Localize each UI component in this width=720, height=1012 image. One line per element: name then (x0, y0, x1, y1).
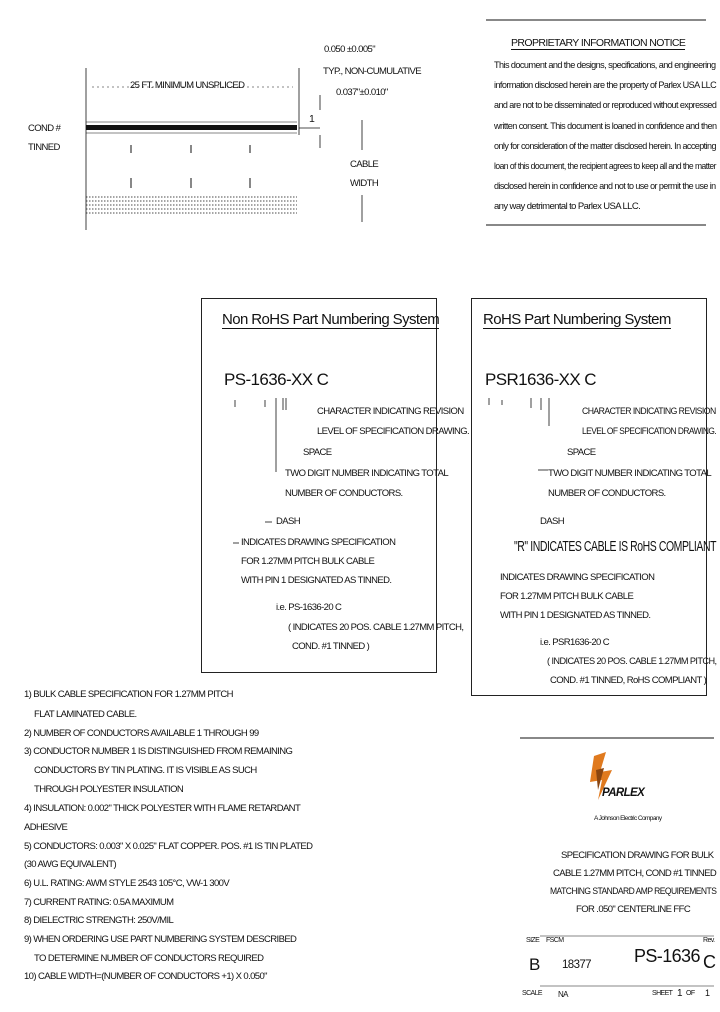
notice-line: and are not to be disseminated or reproduced without expressed (494, 100, 717, 111)
sheet-of: OF (686, 990, 695, 997)
rohs-rev-note: LEVEL OF SPECIFICATION DRAWING. (582, 426, 717, 437)
non-rohs-rev-note: CHARACTER INDICATING REVISION (317, 406, 464, 417)
title-line: SPECIFICATION DRAWING FOR BULK (561, 850, 714, 861)
notice-line: disclosed herein in confidence and not to use or permit the use in (494, 181, 716, 192)
notice-line: any way detrimental to Parlex USA LLC. (494, 201, 641, 212)
rohs-indicates: FOR 1.27MM PITCH BULK CABLE (500, 591, 634, 602)
pitch-note: TYP., NON-CUMULATIVE (323, 66, 421, 77)
non-rohs-example: COND. #1 TINNED ) (292, 641, 370, 652)
note-line: 7) CURRENT RATING: 0.5A MAXIMUM (24, 897, 174, 908)
rev-value: C (703, 952, 716, 972)
rohs-rev-note: CHARACTER INDICATING REVISION (582, 406, 716, 417)
rohs-count-note: NUMBER OF CONDUCTORS. (548, 488, 666, 499)
rohs-indicates: WITH PIN 1 DESIGNATED AS TINNED. (500, 610, 651, 621)
non-rohs-space: SPACE (303, 447, 332, 458)
non-rohs-panel (201, 298, 440, 673)
pitch-tolerance: 0.050 ±0.005" (324, 44, 375, 55)
non-rohs-example: ( INDICATES 20 POS. CABLE 1.27MM PITCH, (288, 622, 464, 633)
sheet-label: SHEET (652, 990, 673, 997)
non-rohs-rev-note: LEVEL OF SPECIFICATION DRAWING. (317, 426, 470, 437)
non-rohs-part-number: PS-1636-XX C (224, 370, 329, 389)
title-line: FOR .050" CENTERLINE FFC (576, 904, 691, 915)
rohs-indicates: INDICATES DRAWING SPECIFICATION (500, 572, 655, 583)
non-rohs-indicates: WITH PIN 1 DESIGNATED AS TINNED. (241, 575, 392, 586)
tinned-conductor-1 (86, 125, 297, 130)
tinned-label: TINNED (28, 142, 60, 153)
notice-line: information disclosed herein are the property of Parlex USA LLC (494, 80, 717, 91)
cond-label: COND # (28, 123, 61, 134)
drawing-number: PS-1636 (634, 946, 700, 966)
note-line: FLAT LAMINATED CABLE. (34, 709, 137, 720)
notice-line: This document and the designs, specifications, and engineering (494, 60, 716, 71)
note-line: CONDUCTORS BY TIN PLATING. IT IS VISIBLE AS SUCH (34, 765, 257, 776)
non-rohs-indicates: FOR 1.27MM PITCH BULK CABLE (241, 556, 375, 567)
rohs-compliance-note: "R" INDICATES CABLE IS RoHS COMPLIANT (514, 538, 717, 555)
rohs-example: COND. #1 TINNED, RoHS COMPLIANT ) (550, 675, 707, 686)
fscm-value: 18377 (562, 959, 591, 971)
logo-subtitle: A Johnson Electric Company (594, 815, 662, 822)
conductor-offset: 0.037"±0.010" (336, 87, 388, 98)
note-line: 1) BULK CABLE SPECIFICATION FOR 1.27MM PITCH (24, 689, 233, 700)
size-label: SIZE (526, 937, 540, 944)
notice-line: loan of this document, the recipient agrees to keep all and the matter (494, 161, 716, 172)
rohs-space: SPACE (567, 447, 596, 458)
non-rohs-indicates: INDICATES DRAWING SPECIFICATION (241, 537, 396, 548)
note-line: 6) U.L. RATING: AWM STYLE 2543 105°C, VW-1 300V (24, 878, 230, 889)
note-line: 8) DIELECTRIC STRENGTH: 250V/MIL (24, 915, 174, 926)
note-line: THROUGH POLYESTER INSULATION (34, 784, 184, 795)
title-line: MATCHING STANDARD AMP REQUIREMENTS (550, 886, 717, 897)
rohs-example: i.e. PSR1636-20 C (540, 637, 610, 648)
note-line: 3) CONDUCTOR NUMBER 1 IS DISTINGUISHED FROM REMAINING (24, 746, 293, 757)
rohs-dash: DASH (540, 516, 564, 527)
length-dimension: 25 FT. MINIMUM UNSPLICED (130, 80, 245, 91)
note-line: 2) NUMBER OF CONDUCTORS AVAILABLE 1 THROUGH 99 (24, 728, 259, 739)
position-marker: 1 (309, 113, 315, 125)
scale-label: SCALE (522, 990, 542, 997)
note-line: (30 AWG EQUIVALENT) (24, 859, 117, 870)
note-line: 9) WHEN ORDERING USE PART NUMBERING SYSTEM DESCRIBED (24, 934, 297, 945)
size-value: B (529, 955, 540, 974)
notice-line: written consent. This document is loaned in confidence and then (494, 121, 717, 132)
note-line: TO DETERMINE NUMBER OF CONDUCTORS REQUIRED (34, 953, 264, 964)
logo-wordmark: PARLEX (602, 787, 645, 799)
rev-label: Rev. (703, 937, 715, 944)
scale-value: NA (558, 990, 568, 999)
rohs-title: RoHS Part Numbering System (483, 311, 671, 328)
note-line: 4) INSULATION: 0.002" THICK POLYESTER WITH FLAME RETARDANT (24, 803, 301, 814)
non-rohs-count-note: TWO DIGIT NUMBER INDICATING TOTAL (285, 468, 448, 479)
notice-line: only for consideration of the matter disclosed herein. In accepting (494, 141, 716, 152)
fscm-label: FSCM (546, 937, 564, 944)
non-rohs-count-note: NUMBER OF CONDUCTORS. (285, 488, 403, 499)
title-line: CABLE 1.27MM PITCH, COND #1 TINNED (553, 868, 717, 879)
notice-title: PROPRIETARY INFORMATION NOTICE (511, 37, 686, 49)
non-rohs-title: Non RoHS Part Numbering System (222, 311, 440, 328)
note-line: ADHESIVE (24, 822, 68, 833)
sheet-number: 1 (677, 988, 682, 999)
rohs-example: ( INDICATES 20 POS. CABLE 1.27MM PITCH, (547, 656, 717, 667)
non-rohs-dash: DASH (276, 516, 300, 527)
sheet-total: 1 (705, 988, 710, 998)
non-rohs-example: i.e. PS-1636-20 C (276, 602, 342, 613)
rohs-count-note: TWO DIGIT NUMBER INDICATING TOTAL (548, 468, 711, 479)
rohs-part-number: PSR1636-XX C (485, 370, 596, 389)
note-line: 5) CONDUCTORS: 0.003" X 0.025" FLAT COPPER. POS. #1 IS TIN PLATED (24, 841, 313, 852)
note-line: 10) CABLE WIDTH=(NUMBER OF CONDUCTORS +1) X 0.050" (24, 971, 267, 982)
width-label: WIDTH (350, 178, 379, 189)
cable-label: CABLE (350, 159, 379, 170)
